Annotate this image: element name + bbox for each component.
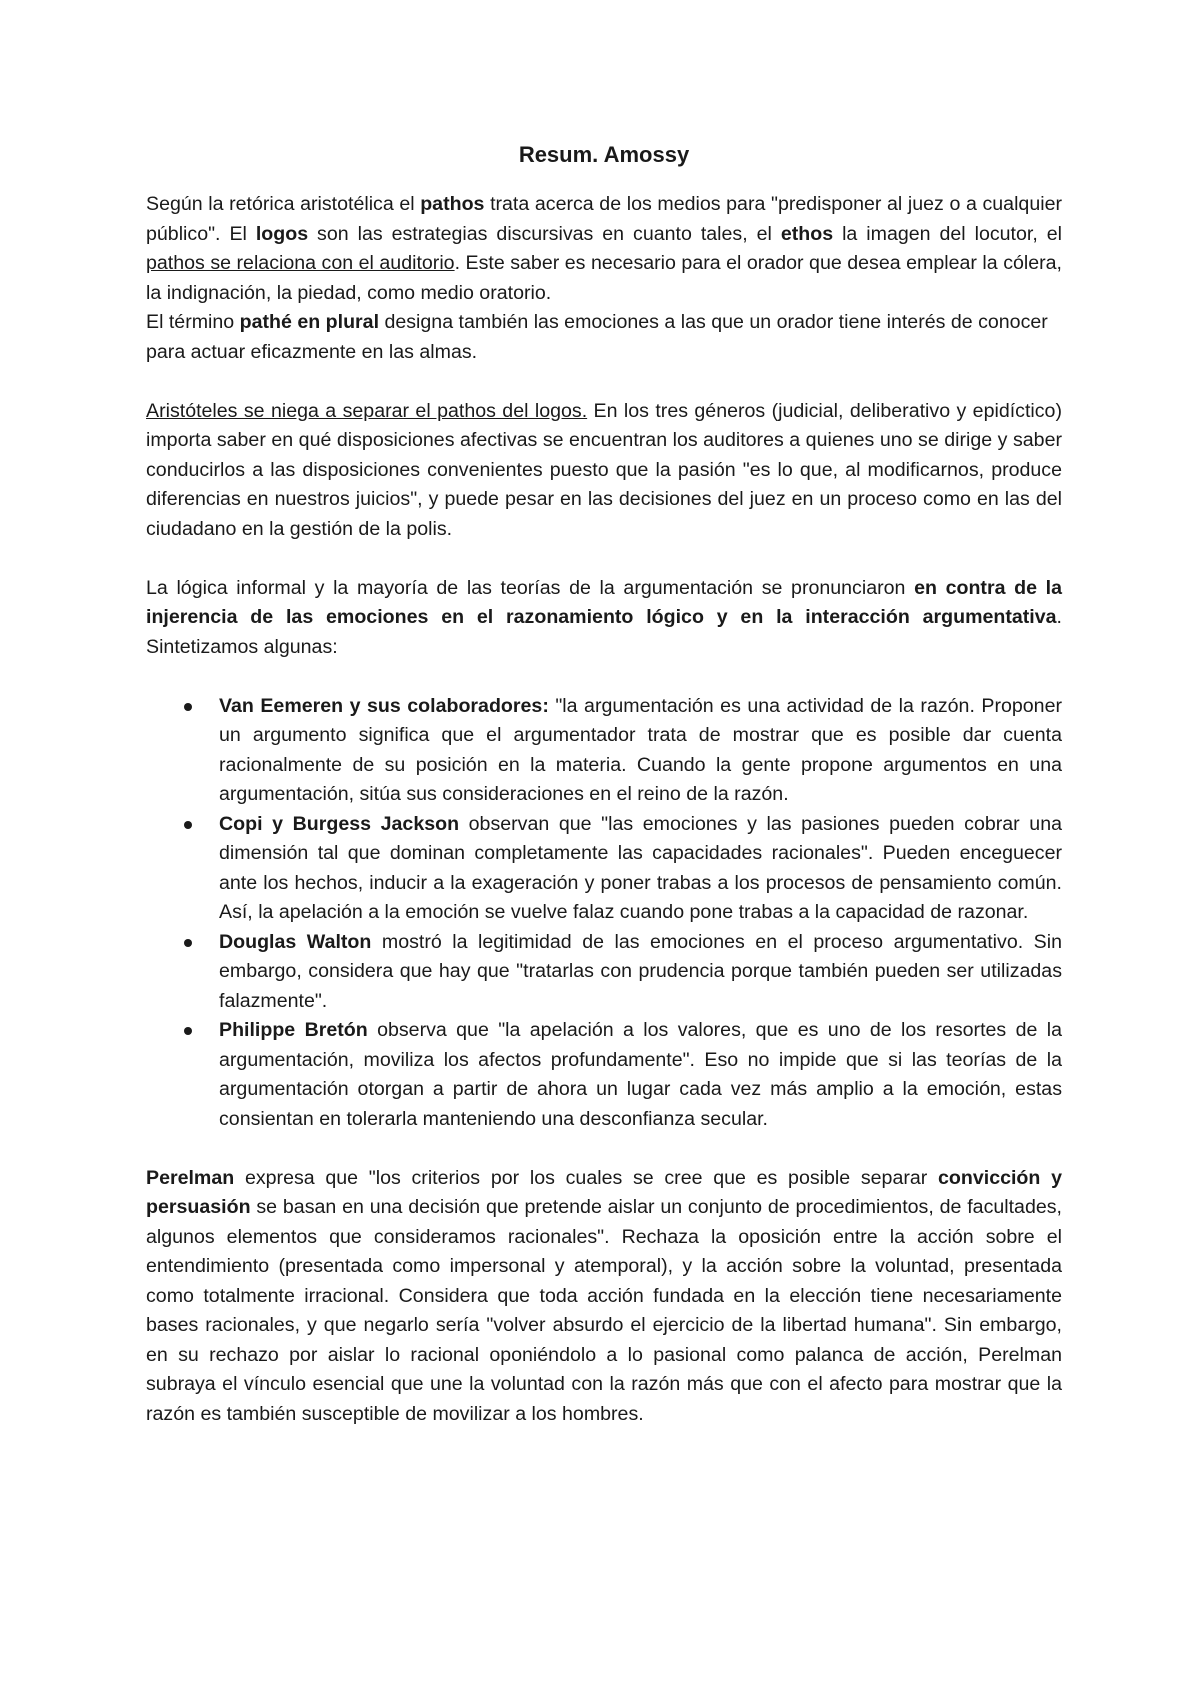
- paragraph-pathe: [146, 308, 1062, 367]
- author-name: Van Eemeren y sus colaboradores:: [219, 694, 549, 717]
- author-name: Philippe Bretón: [219, 1019, 368, 1041]
- paragraph-perelman: [146, 1164, 1062, 1430]
- bold-phrase: en contra de la injerencia de las emociones en el razonamiento lógico y en la interacción argumentativa: [146, 576, 1062, 628]
- list-item-text: "la argumentación es una actividad de la razón. Proponer un argumento significa que el argumentador trata de mostrar que es posible dar cuenta racionalmente de su posición en la materia. Cuando la gente propone argumentos en una argumentación, sitúa sus consideraciones en el reino de la razón.: [219, 694, 1062, 805]
- document-title: Resum. Amossy: [518, 142, 690, 167]
- document-page: [146, 140, 1062, 1429]
- bullet-icon: [184, 1027, 192, 1035]
- bullet-icon: [184, 939, 192, 947]
- text-span: En los tres géneros (judicial, deliberativo y epidíctico) importa saber en qué disposiciones afectivas se encuentran los auditores a quienes uno se dirige y saber conducirlos a las disposiciones convenientes puesto que la pasión "es lo que, al modificarnos, produce diferencias en nuestros juicios", y puede pesar en las decisiones del juez en un proceso como en las del ciudadano en la gestión de la polis.: [146, 399, 1062, 540]
- paragraph-gap: [146, 367, 1062, 397]
- text-span: . Sintetizamos algunas:: [146, 606, 1062, 658]
- bullet-icon: [184, 821, 192, 829]
- text-span: El término: [146, 311, 240, 333]
- bold-term-pathos: pathos: [420, 193, 485, 215]
- bold-term-pathe: pathé en plural: [239, 311, 380, 333]
- text-span: son las estrategias discursivas en cuanto tales, el: [308, 222, 781, 245]
- list-item: [219, 810, 1062, 928]
- author-name: Douglas Walton: [219, 930, 372, 953]
- text-span: Según la retórica aristotélica el: [146, 193, 421, 215]
- bold-term-ethos: ethos: [780, 222, 834, 245]
- paragraph-aristoteles: [146, 397, 1062, 545]
- list-item: [219, 1016, 1062, 1134]
- text-span: trata acerca de los medios para "predisponer al juez o a cualquier público". El: [146, 193, 1062, 245]
- text-span: se basan en una decisión que pretende aislar un conjunto de procedimientos, de facultades, algunos elementos que consideramos racionales". Rechaza la oposición entre la acción sobre el entendimiento (presentada como impersonal y atemporal), y la acción sobre la voluntad, presentada como totalmente irracional. Considera que toda acción fundada en la elección tiene necesariamente bases racionales, y que negarlo sería "volver absurdo el ejercicio de la libertad humana". Sin embargo, en su rechazo por aislar lo racional oponiéndolo a lo pasional como palanca de acción, Perelman subraya el vínculo esencial que une la voluntad con la razón más que con el afecto para mostrar que la razón es también susceptible de movilizar a los hombres.: [146, 1196, 1062, 1425]
- text-span: . Este saber es necesario para el orador que desea emplear la cólera, la indignación, la piedad, como medio oratorio.: [146, 252, 1062, 304]
- paragraph-gap: [146, 1134, 1062, 1164]
- list-item-text: observa que "la apelación a los valores, que es uno de los resortes de la argumentación, moviliza los afectos profundamente". Eso no impide que si las teorías de la argumentación otorgan a partir de ahora un lugar cada vez más amplio a la emoción, estas consientan en tolerarla manteniendo una desconfianza secular.: [219, 1019, 1062, 1130]
- author-name: Copi y Burgess Jackson: [219, 812, 460, 835]
- list-item-text: observan que "las emociones y las pasiones pueden cobrar una dimensión tal que dominan completamente las capacidades racionales". Pueden enceguecer ante los hechos, inducir a la exageración y poner trabas a los procesos de pensamiento común. Así, la apelación a la emoción se vuelve falaz cuando pone trabas a la capacidad de razonar.: [219, 812, 1062, 923]
- list-item: [219, 928, 1062, 1017]
- list-item: [219, 692, 1062, 810]
- underlined-phrase: pathos se relaciona con el auditorio: [146, 252, 455, 274]
- paragraph-gap: [146, 662, 1062, 692]
- text-span: La lógica informal y la mayoría de las teorías de la argumentación se pronunciaron: [146, 576, 915, 599]
- bullet-icon: [184, 703, 192, 711]
- underlined-phrase: Aristóteles se niega a separar el pathos del logos.: [146, 399, 588, 422]
- paragraph-pathos: [146, 190, 1062, 308]
- list-item-text: mostró la legitimidad de las emociones en el proceso argumentativo. Sin embargo, considera que hay que "tratarlas con prudencia porque también pueden ser utilizadas falazmente".: [219, 930, 1062, 1012]
- bold-term-logos: logos: [255, 222, 309, 245]
- authors-list: [146, 692, 1062, 1135]
- text-span: designa también las emociones a las que un orador tiene interés de conocer para actuar eficazmente en las almas.: [146, 311, 1048, 363]
- paragraph-gap: [146, 544, 1062, 574]
- bold-term-perelman: Perelman: [146, 1166, 235, 1189]
- text-span: la imagen del locutor, el: [833, 222, 1062, 245]
- bold-phrase: convicción y persuasión: [146, 1166, 1062, 1218]
- text-span: expresa que "los criterios por los cuales se cree que es posible separar: [234, 1166, 939, 1189]
- paragraph-logica-informal: [146, 574, 1062, 663]
